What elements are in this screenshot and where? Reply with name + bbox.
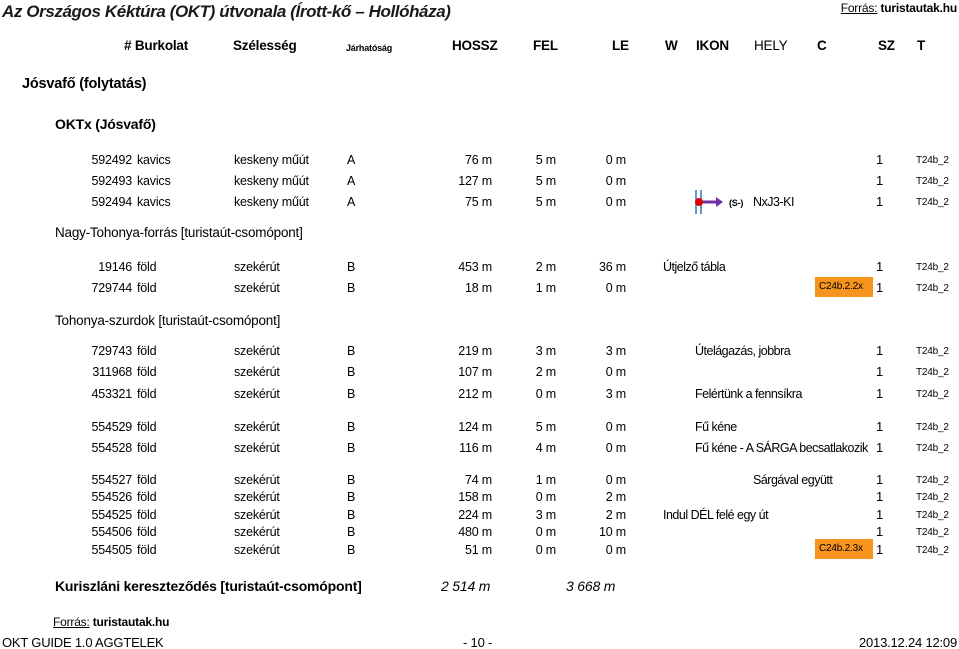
row-hossz: 116 m — [459, 441, 492, 455]
row-hely: Felértünk a fennsíkra — [695, 387, 802, 401]
col-jarhatosag: Járhatóság — [346, 43, 393, 53]
row-szelesseg: szekérút — [234, 365, 280, 379]
row-hossz: 75 m — [465, 195, 492, 209]
row-c: 1 — [876, 280, 884, 295]
row-le: 3 m — [605, 387, 626, 401]
row-jarhatosag: B — [347, 490, 356, 504]
col-sz: SZ — [878, 38, 895, 53]
col-w: W — [665, 38, 678, 53]
document-title: Az Országos Kéktúra (OKT) útvonala (Írott-kő – Hollóháza) — [2, 2, 451, 21]
row-le: 0 m — [605, 281, 626, 295]
summary-name: Kuriszláni kereszteződés [turistaút-csomópont] — [55, 578, 362, 594]
group-heading: Tohonya-szurdok [turistaút-csomópont] — [55, 313, 281, 328]
footer-right: 2013.12.24 12:09 — [858, 635, 957, 649]
row-burkolat: föld — [137, 281, 157, 295]
row-fel: 5 m — [535, 153, 556, 167]
summary-fel: 2 514 m — [441, 578, 491, 594]
row-szelesseg: szekérút — [234, 281, 280, 295]
source-footer — [53, 615, 169, 629]
row-id: 592493 — [91, 174, 132, 188]
row-jarhatosag: B — [347, 473, 356, 487]
row-c: 1 — [876, 542, 884, 557]
row-hely: Sárgával együtt — [753, 473, 833, 487]
row-hossz: 158 m — [458, 490, 492, 504]
row-le: 0 m — [605, 441, 626, 455]
row-hely: NxJ3-KI — [753, 195, 794, 209]
row-id: 554506 — [91, 525, 132, 539]
row-fel: 4 m — [535, 441, 556, 455]
row-szelesseg: szekérút — [234, 420, 280, 434]
row-szelesseg: szekérút — [234, 473, 280, 487]
row-szelesseg: szekérút — [234, 260, 280, 274]
subsection-title: OKTx (Jósvafő) — [55, 116, 156, 132]
source-link[interactable]: turistautak.hu — [880, 1, 957, 15]
col-burkolat: # Burkolat — [124, 38, 189, 53]
row-c: 1 — [876, 440, 884, 455]
row-fel: 0 m — [535, 525, 556, 539]
row-burkolat: föld — [137, 441, 157, 455]
source-footer-label: Forrás: — [53, 615, 90, 629]
row-id: 453321 — [91, 387, 132, 401]
row-fel: 1 m — [535, 281, 556, 295]
row-szelesseg: keskeny műút — [234, 174, 309, 188]
row-szelesseg: keskeny műút — [234, 153, 309, 167]
row-c: 1 — [876, 489, 884, 504]
row-burkolat: föld — [137, 490, 157, 504]
row-fel: 0 m — [535, 387, 556, 401]
location-code-badge: C24b.2.2x — [815, 277, 873, 297]
row-hossz: 219 m — [458, 344, 492, 358]
row-fel: 5 m — [535, 174, 556, 188]
row-id: 554505 — [91, 543, 132, 557]
row-hossz: 124 m — [458, 420, 492, 434]
row-hossz: 212 m — [458, 387, 492, 401]
row-id: 554529 — [91, 420, 132, 434]
row-szelesseg: keskeny műút — [234, 195, 309, 209]
row-t: T24b_2 — [916, 422, 949, 433]
row-le: 0 m — [605, 174, 626, 188]
row-id: 729744 — [91, 281, 132, 295]
row-id: 554527 — [91, 473, 132, 487]
row-jarhatosag: B — [347, 441, 356, 455]
row-fel: 0 m — [535, 490, 556, 504]
row-t: T24b_2 — [916, 443, 949, 454]
row-hossz: 76 m — [465, 153, 492, 167]
summary-le: 3 668 m — [566, 578, 616, 594]
row-le: 36 m — [599, 260, 626, 274]
row-t: T24b_2 — [916, 346, 949, 357]
row-le: 10 m — [599, 525, 626, 539]
row-hossz: 51 m — [465, 543, 492, 557]
source-footer-link[interactable]: turistautak.hu — [92, 615, 170, 629]
row-hossz: 453 m — [458, 260, 492, 274]
row-szelesseg: szekérút — [234, 490, 280, 504]
row-burkolat: kavics — [137, 153, 171, 167]
row-hossz: 224 m — [458, 508, 492, 522]
row-le: 2 m — [605, 508, 626, 522]
row-c: 1 — [876, 472, 884, 487]
row-id: 554526 — [91, 490, 132, 504]
section-title: Jósvafő (folytatás) — [22, 76, 147, 92]
row-burkolat: föld — [137, 508, 157, 522]
col-hely: HELY — [754, 38, 788, 53]
row-burkolat: föld — [137, 543, 157, 557]
col-hossz: HOSSZ — [452, 38, 498, 53]
col-fel: FEL — [533, 38, 558, 53]
row-le: 0 m — [605, 543, 626, 557]
row-t: T24b_2 — [916, 197, 949, 208]
row-c: 1 — [876, 152, 884, 167]
row-id: 19146 — [98, 260, 132, 274]
row-id: 554525 — [91, 508, 132, 522]
row-le: 0 m — [605, 195, 626, 209]
row-fel: 3 m — [535, 344, 556, 358]
col-ikon: IKON — [696, 38, 729, 53]
row-jarhatosag: A — [347, 153, 356, 167]
row-hely: Indul DÉL felé egy út — [663, 508, 769, 522]
row-fel: 1 m — [535, 473, 556, 487]
row-fel: 0 m — [535, 543, 556, 557]
row-fel: 5 m — [535, 420, 556, 434]
col-c: C — [817, 38, 827, 53]
row-c: 1 — [876, 194, 884, 209]
row-fel: 3 m — [535, 508, 556, 522]
row-jarhatosag: B — [347, 420, 356, 434]
row-c: 1 — [876, 524, 884, 539]
row-id: 311968 — [92, 365, 132, 379]
row-id: 592492 — [91, 153, 132, 167]
row-c: 1 — [876, 419, 884, 434]
row-hossz: 480 m — [458, 525, 492, 539]
row-le: 0 m — [605, 420, 626, 434]
row-t: T24b_2 — [916, 492, 949, 503]
row-t: T24b_2 — [916, 155, 949, 166]
row-fel: 2 m — [535, 260, 556, 274]
row-le: 0 m — [605, 473, 626, 487]
row-t: T24b_2 — [916, 283, 949, 294]
row-burkolat: föld — [137, 525, 157, 539]
row-jarhatosag: B — [347, 344, 356, 358]
row-szelesseg: szekérút — [234, 441, 280, 455]
row-t: T24b_2 — [916, 176, 949, 187]
row-szelesseg: szekérút — [234, 508, 280, 522]
row-szelesseg: szekérút — [234, 387, 280, 401]
row-jarhatosag: B — [347, 365, 356, 379]
row-burkolat: föld — [137, 473, 157, 487]
row-t: T24b_2 — [916, 389, 949, 400]
row-burkolat: föld — [137, 260, 157, 274]
row-c: 1 — [876, 343, 884, 358]
row-id: 554528 — [91, 441, 132, 455]
footer-left: OKT GUIDE 1.0 AGGTELEK — [2, 635, 164, 649]
row-id: 592494 — [91, 195, 132, 209]
row-c: 1 — [876, 259, 884, 274]
row-t: T24b_2 — [916, 527, 949, 538]
row-burkolat: föld — [137, 365, 157, 379]
icon-label: (S-) — [729, 198, 744, 208]
row-szelesseg: szekérút — [234, 543, 280, 557]
group-heading: Nagy-Tohonya-forrás [turistaút-csomópont] — [55, 225, 303, 240]
row-t: T24b_2 — [916, 475, 949, 486]
row-hossz: 18 m — [465, 281, 492, 295]
row-szelesseg: szekérút — [234, 344, 280, 358]
location-code-badge: C24b.2.3x — [815, 539, 873, 559]
row-burkolat: kavics — [137, 174, 171, 188]
row-le: 3 m — [605, 344, 626, 358]
row-jarhatosag: A — [347, 174, 356, 188]
row-burkolat: föld — [137, 387, 157, 401]
row-hossz: 127 m — [458, 174, 492, 188]
row-hely: Fű kéne — [695, 420, 737, 434]
source-label: Forrás: — [840, 1, 878, 15]
col-szelesseg: Szélesség — [233, 38, 297, 53]
row-jarhatosag: B — [347, 508, 356, 522]
row-id: 729743 — [91, 344, 132, 358]
row-hely: Útjelző tábla — [663, 260, 726, 274]
row-c: 1 — [876, 386, 884, 401]
row-hely: Útelágazás, jobbra — [695, 344, 791, 358]
row-jarhatosag: B — [347, 525, 356, 539]
row-jarhatosag: B — [347, 281, 356, 295]
row-burkolat: föld — [137, 420, 157, 434]
row-le: 0 m — [605, 153, 626, 167]
row-hossz: 74 m — [465, 473, 492, 487]
footer-page: - 10 - — [463, 635, 493, 649]
row-burkolat: föld — [137, 344, 157, 358]
row-t: T24b_2 — [916, 262, 949, 273]
row-hossz: 107 m — [458, 365, 492, 379]
row-le: 0 m — [605, 365, 626, 379]
col-le: LE — [612, 38, 629, 53]
row-c: 1 — [876, 507, 884, 522]
row-c: 1 — [876, 173, 884, 188]
row-jarhatosag: B — [347, 543, 356, 557]
row-jarhatosag: A — [347, 195, 356, 209]
col-t: T — [917, 38, 926, 53]
row-t: T24b_2 — [916, 545, 949, 556]
source-header — [841, 1, 957, 15]
row-t: T24b_2 — [916, 367, 949, 378]
row-hely: Fű kéne - A SÁRGA becsatlakozik — [695, 441, 868, 455]
row-le: 2 m — [605, 490, 626, 504]
row-burkolat: kavics — [137, 195, 171, 209]
row-jarhatosag: B — [347, 260, 356, 274]
row-fel: 5 m — [535, 195, 556, 209]
row-c: 1 — [876, 364, 884, 379]
row-szelesseg: szekérút — [234, 525, 280, 539]
row-jarhatosag: B — [347, 387, 356, 401]
row-fel: 2 m — [535, 365, 556, 379]
row-t: T24b_2 — [916, 510, 949, 521]
